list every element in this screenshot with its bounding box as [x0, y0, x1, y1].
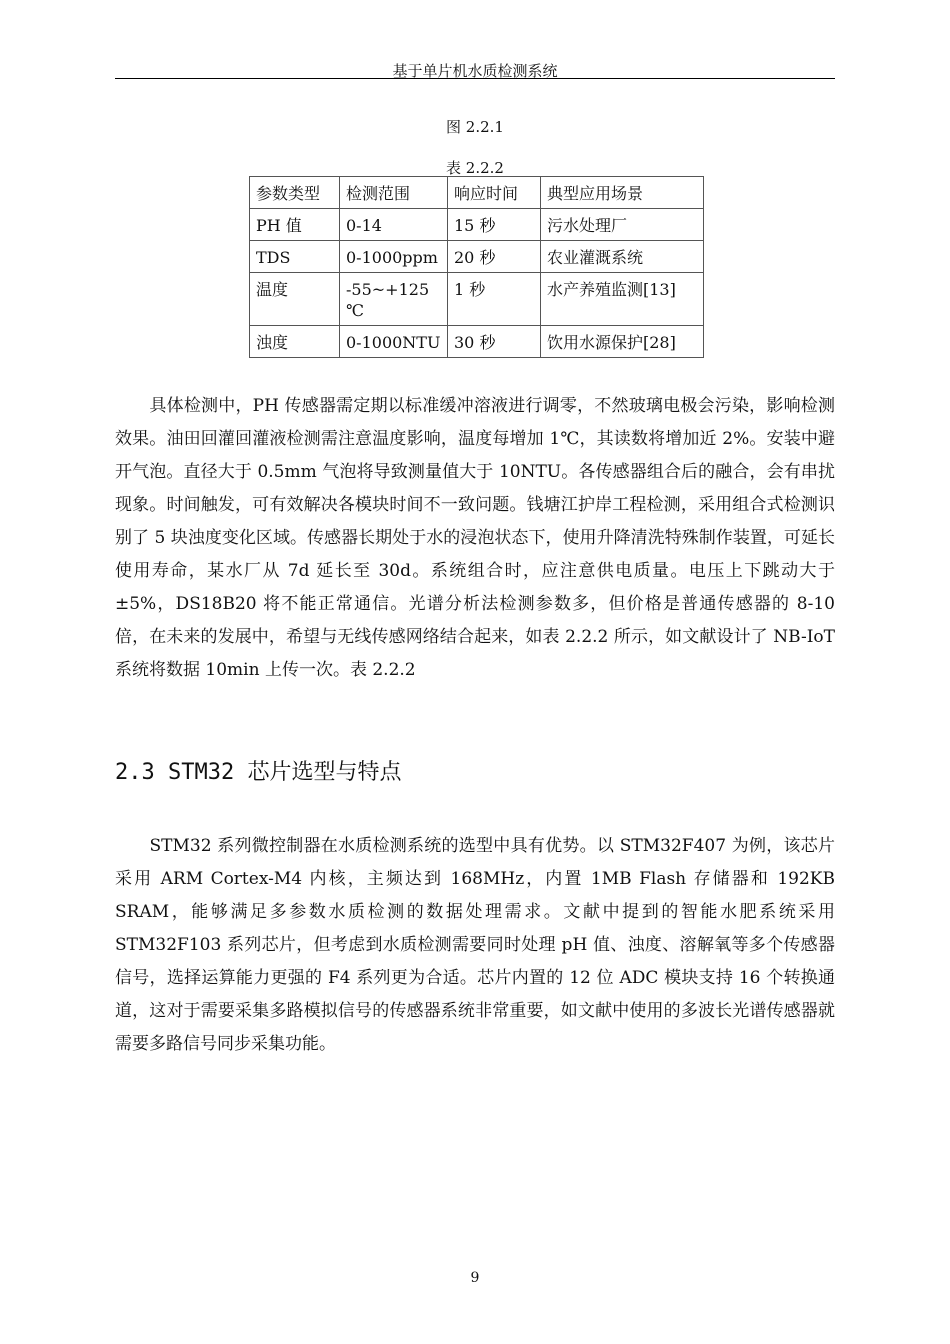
- table-header-cell: 检测范围: [340, 177, 448, 209]
- section-heading: 2.3 STM32 芯片选型与特点: [115, 760, 402, 785]
- running-header: 基于单片机水质检测系统: [392, 62, 558, 80]
- table-cell: 20 秒: [448, 241, 541, 273]
- table-cell: 15 秒: [448, 209, 541, 241]
- table-cell: TDS: [250, 241, 340, 273]
- table-cell: 30 秒: [448, 326, 541, 358]
- table-cell: 农业灌溉系统: [541, 241, 704, 273]
- figure-caption: 图 2.2.1: [446, 118, 504, 136]
- body-paragraph: STM32 系列微控制器在水质检测系统的选型中具有优势。以 STM32F407 为例，该芯片采用 ARM Cortex-M4 内核，主频达到 168MHz，内置 1MB Flash 存储器和 192KB SRAM，能够满足多参数水质检测的数据处理需求。文献中提到的智能水肥系统采用 STM32F103 系列芯片，但考虑到水质检测需要同时处理 pH 值、浊度、溶解氧等多个传感器信号，选择运算能力更强的 F4 系列更为合适。芯片内置的 12 位 ADC 模块支持 16 个转换通道，这对于需要采集多路模拟信号的传感器系统非常重要，如文献中使用的多波长光谱传感器就需要多路信号同步采集功能。: [115, 836, 835, 1054]
- table-header-cell: 典型应用场景: [541, 177, 704, 209]
- table-row: [250, 273, 704, 326]
- page-number: 9: [470, 1270, 480, 1286]
- table-row: [250, 326, 704, 358]
- table-cell: 0-1000ppm: [340, 241, 448, 273]
- table-cell: 污水处理厂: [541, 209, 704, 241]
- table-header-row: [250, 177, 704, 209]
- body-paragraph: 具体检测中，PH 传感器需定期以标准缓冲溶液进行调零，不然玻璃电极会污染，影响检测效果。油田回灌回灌液检测需注意温度影响，温度每增加 1℃，其读数将增加近 2%。安装中避开气泡。直径大于 0.5mm 气泡将导致测量值大于 10NTU。各传感器组合后的融合，会有串扰现象。时间触发，可有效解决各模块时间不一致问题。钱塘江护岸工程检测，采用组合式检测识别了 5 块浊度变化区域。传感器长期处于水的浸泡状态下，使用升降清洗特殊制作装置，可延长使用寿命，某水厂从 7d 延长至 30d。系统组合时，应注意供电质量。电压上下跳动大于±5%，DS18B20 将不能正常通信。光谱分析法检测参数多，但价格是普通传感器的 8-10 倍，在未来的发展中，希望与无线传感网络结合起来，如表 2.2.2 所示，如文献设计了 NB-IoT 系统将数据 10min 上传一次。表 2.2.2: [115, 396, 835, 680]
- table-header-cell: 参数类型: [250, 177, 340, 209]
- table-cell: PH 值: [250, 209, 340, 241]
- table-row: [250, 241, 704, 273]
- table-cell: 浊度: [250, 326, 340, 358]
- table-cell: -55~+125 ℃: [340, 273, 448, 326]
- table-cell: 1 秒: [448, 273, 541, 326]
- sensor-parameter-table: [249, 176, 704, 358]
- table-cell: 水产养殖监测[13]: [541, 273, 704, 326]
- table-row: [250, 209, 704, 241]
- table-cell: 0-14: [340, 209, 448, 241]
- table-caption: 表 2.2.2: [446, 159, 504, 177]
- table-cell: 温度: [250, 273, 340, 326]
- table-cell: 饮用水源保护[28]: [541, 326, 704, 358]
- table-cell: 0-1000NTU: [340, 326, 448, 358]
- header-rule: [115, 78, 835, 79]
- table-header-cell: 响应时间: [448, 177, 541, 209]
